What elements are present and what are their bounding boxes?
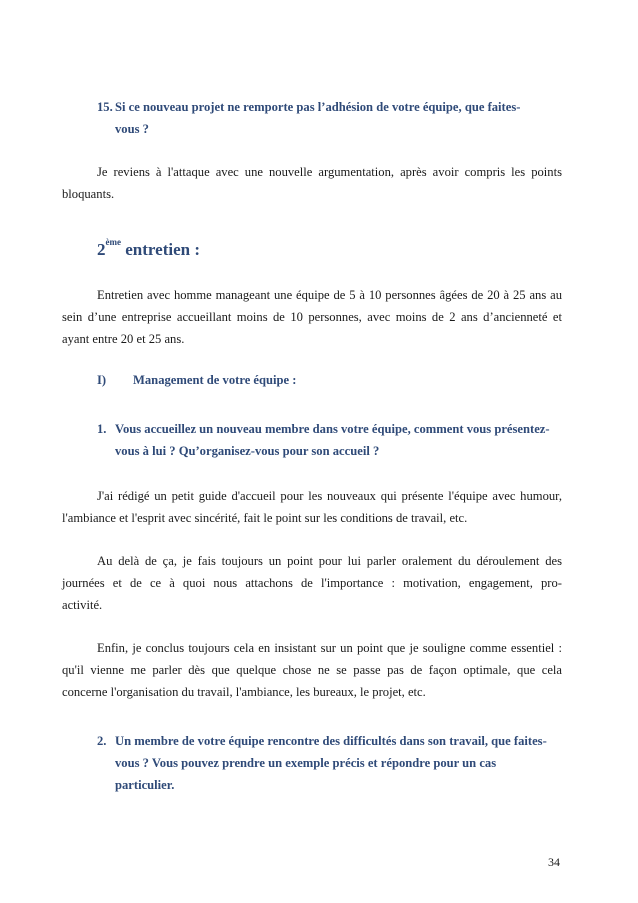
intro-line: ayant entre 20 et 25 ans. (62, 332, 185, 346)
intro-line: Entretien avec homme manageant une équipe de 5 à 10 personnes âgées de 20 à 25 ans au (97, 288, 562, 302)
intro-line: sein d’une entreprise accueillant moins de 10 personnes, avec moins de 2 ans d’ancienneté et (62, 310, 562, 324)
page-number: 34 (548, 855, 560, 869)
answer-line: activité. (62, 598, 103, 612)
section-title (97, 373, 296, 388)
answer-1-paragraph-1 (62, 485, 562, 529)
question-line: vous ? Vous pouvez prendre un exemple précis et répondre pour un cas (115, 756, 497, 770)
answer-line: J'ai rédigé un petit guide d'accueil pour les nouveaux qui présente l'équipe avec humour, (97, 489, 562, 503)
heading-text: entretien : (121, 240, 200, 259)
answer-line: Je reviens à l'attaque avec une nouvelle argumentation, après avoir compris les points (97, 165, 562, 179)
question-line: Si ce nouveau projet ne remporte pas l’adhésion de votre équipe, que faites- (115, 100, 521, 114)
answer-line: l'ambiance et l'esprit avec sincérité, fait le point sur les conditions de travail, etc. (62, 511, 468, 525)
question-line: vous à lui ? Qu’organisez-vous pour son accueil ? (115, 444, 380, 458)
answer-line: concerne l'organisation du travail, l'ambiance, les bureaux, le projet, etc. (62, 685, 426, 699)
question-line: Vous accueillez un nouveau membre dans votre équipe, comment vous présentez- (115, 422, 550, 436)
question-2 (97, 730, 567, 796)
interview-heading (97, 237, 200, 260)
answer-1-paragraph-2 (62, 550, 562, 616)
section-text: Management de votre équipe : (133, 373, 297, 387)
answer-1-paragraph-3 (62, 637, 562, 703)
question-line: particulier. (115, 778, 175, 792)
answer-line: qu'il vienne me parler dès que quelque chose ne se passe pas de façon optimale, que cela (62, 663, 562, 677)
question-number: 15. (97, 100, 113, 114)
heading-number: 2 (97, 240, 106, 259)
answer-line: bloquants. (62, 187, 115, 201)
answer-line: Enfin, je conclus toujours cela en insistant sur un point que je souligne comme essentiel : (97, 641, 562, 655)
question-line: Un membre de votre équipe rencontre des difficultés dans son travail, que faites- (115, 734, 547, 748)
answer-line: journées et de ce à quoi nous attachons de l'importance : motivation, engagement, pro- (62, 576, 562, 590)
question-1 (97, 418, 567, 462)
question-line: vous ? (115, 122, 149, 136)
interview-intro (62, 284, 562, 350)
section-number: I) (97, 373, 107, 387)
question-number: 1. (97, 422, 107, 436)
answer-15 (62, 161, 562, 205)
question-15 (97, 96, 567, 140)
heading-superscript: ème (105, 237, 121, 247)
question-number: 2. (97, 734, 107, 748)
answer-line: Au delà de ça, je fais toujours un point pour lui parler oralement du déroulement des (97, 554, 562, 568)
